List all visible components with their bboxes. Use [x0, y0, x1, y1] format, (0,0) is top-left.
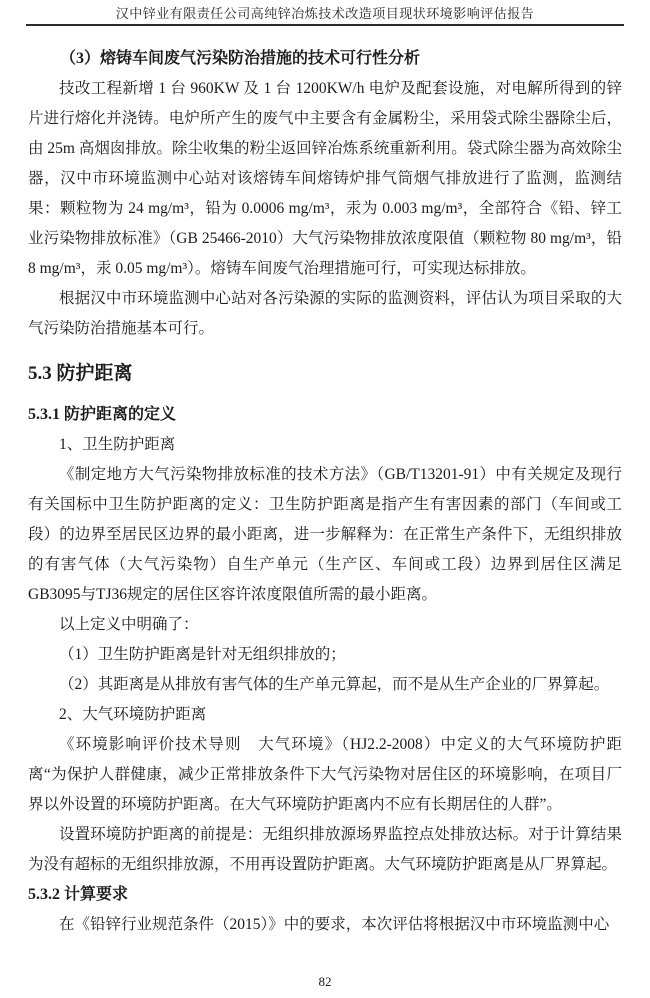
list-item-clarification-2: （2）其距离是从排放有害气体的生产单元算起，而不是从生产企业的厂界算起。 [59, 676, 610, 693]
page-header [0, 0, 650, 26]
paragraph-atmospheric-distance-definition: 《环境影响评价技术导则 大气环境》（HJ2.2-2008）中定义的大气环境防护距离“为保护人群健康，减少正常排放条件下大气污染物对居住区的环境影响，在项目厂界以外设置的环境防护距离。在大气环境防护距离内不应有长期居住的人群”。 [28, 736, 622, 813]
paragraph-health-distance-definition: 《制定地方大气污染物排放标准的技术方法》（GB/T13201-91）中有关规定及现行有关国标中卫生防护距离的定义：卫生防护距离是指产生有害因素的部门（车间或工段）的边界至居民区边界的最小距离，进一步解释为：在正常生产条件下，无组织排放的有害气体（大气污染物）自生产单元（生产区、车间或工段）边界到居住区满足GB3095与TJ36规定的居住区容许浓度限值所需的最小距离。 [28, 466, 622, 603]
document-body [28, 44, 622, 940]
paragraph-definition-clarified: 以上定义中明确了： [59, 616, 199, 633]
list-item-health-protection-distance: 1、卫生防护距离 [59, 436, 176, 453]
heading-5-3-1-definition: 5.3.1 防护距离的定义 [28, 406, 177, 423]
page-number: 82 [318, 974, 332, 989]
list-item-clarification-1: （1）卫生防护距离是针对无组织排放的； [59, 646, 346, 663]
report-title: 汉中锌业有限责任公司高纯锌冶炼技术改造项目现状环境影响评估报告 [115, 6, 535, 21]
paragraph-casting-workshop-measures: 技改工程新增 1 台 960KW 及 1 台 1200KW/h 电炉及配套设施，对电解所得到的锌片进行熔化并浇铸。电炉所产生的废气中主要含有金属粉尘，采用袋式除尘器除尘后，由 25m 高烟囱排放。除尘收集的粉尘返回锌冶炼系统重新利用。袋式除尘器为高效除尘器，汉中市环境监测中心站对该熔铸车间熔铸炉排气筒烟气排放进行了监测，监测结果：颗粒物为 24 mg/m³，铅为 0.0006 mg/m³，汞为 0.003 mg/m³，全部符合《铅、锌工业污染物排放标准》（GB 25466-2010）大气污染物排放浓度限值（颗粒物 80 mg/m³，铅 8 mg/m³，汞 0.05 mg/m³）。熔铸车间废气治理措施可行，可实现达标排放。 [28, 80, 622, 277]
heading-5-3-protection-distance: 5.3 防护距离 [28, 363, 133, 384]
paragraph-distance-premise: 设置环境防护距离的前提是：无组织排放源场界监控点处排放达标。对于计算结果为没有超标的无组织排放源，不用再设置防护距离。大气环境防护距离是从厂界算起。 [28, 826, 622, 873]
heading-item-3-feasibility: （3）熔铸车间废气污染防治措施的技术可行性分析 [60, 50, 421, 67]
paragraph-assessment-conclusion: 根据汉中市环境监测中心站对各污染源的实际的监测资料，评估认为项目采取的大气污染防治措施基本可行。 [28, 290, 622, 337]
list-item-atmospheric-protection-distance: 2、大气环境防护距离 [59, 706, 207, 723]
paragraph-calculation-basis: 在《铅锌行业规范条件（2015）》中的要求，本次评估将根据汉中市环境监测中心 [59, 916, 610, 933]
header-divider [26, 24, 624, 26]
heading-5-3-2-calculation-requirements: 5.3.2 计算要求 [28, 886, 129, 903]
